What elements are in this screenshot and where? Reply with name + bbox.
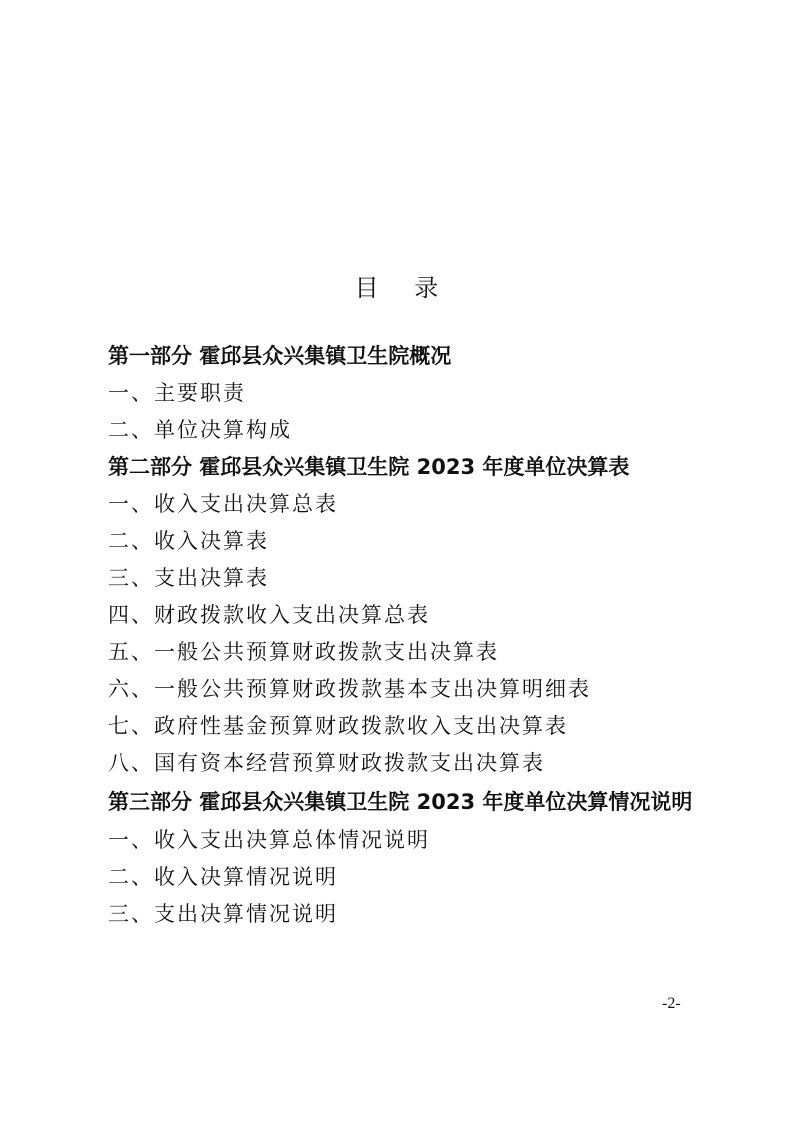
toc-item[interactable]: 五、一般公共预算财政拨款支出决算表 [108,640,499,664]
toc-item[interactable]: 二、收入决算情况说明 [108,865,338,889]
toc-item[interactable]: 四、财政拨款收入支出决算总表 [108,603,430,627]
page-number: -2- [662,995,681,1012]
table-of-contents [108,338,708,933]
toc-item[interactable]: 一、收入支出决算总体情况说明 [108,828,430,852]
toc-item[interactable]: 二、单位决算构成 [108,418,292,442]
toc-item[interactable]: 一、主要职责 [108,381,246,405]
toc-item[interactable]: 六、一般公共预算财政拨款基本支出决算明细表 [108,677,591,701]
toc-item[interactable]: 三、支出决算表 [108,566,269,590]
toc-section-heading[interactable]: 第三部分 霍邱县众兴集镇卫生院 2023 年度单位决算情况说明 [108,790,693,814]
toc-item[interactable]: 一、收入支出决算总表 [108,492,338,516]
toc-item[interactable]: 八、国有资本经营预算财政拨款支出决算表 [108,751,545,775]
toc-item[interactable]: 七、政府性基金预算财政拨款收入支出决算表 [108,714,568,738]
page-title: 目 录 [354,274,453,302]
toc-section-heading[interactable]: 第一部分 霍邱县众兴集镇卫生院概况 [108,344,452,368]
toc-section-heading[interactable]: 第二部分 霍邱县众兴集镇卫生院 2023 年度单位决算表 [108,455,630,479]
toc-item[interactable]: 二、收入决算表 [108,529,269,553]
toc-item[interactable]: 三、支出决算情况说明 [108,902,338,926]
